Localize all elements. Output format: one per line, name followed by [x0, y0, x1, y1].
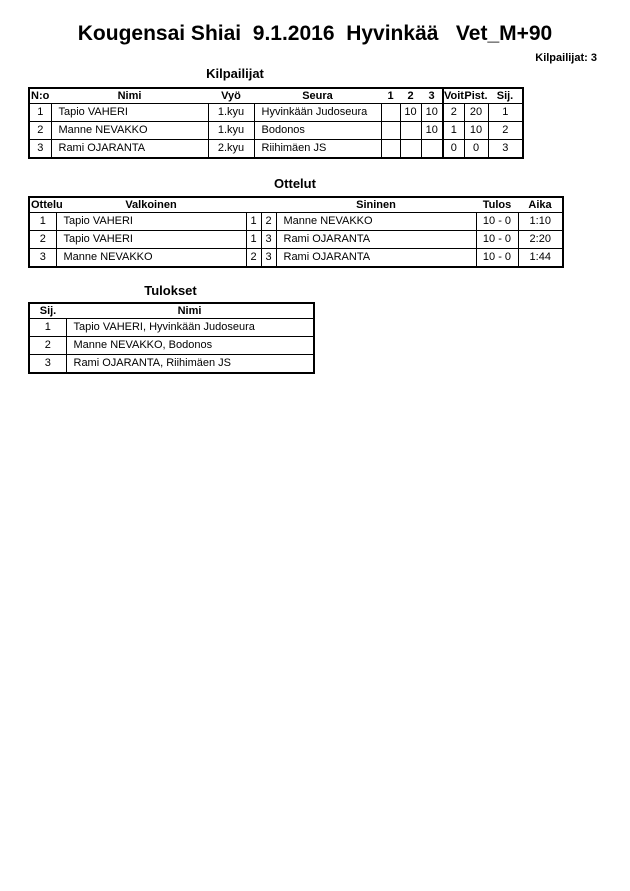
- header-cell-round-2: 2: [400, 88, 421, 104]
- table-row: [29, 213, 563, 231]
- header-cell-voit: Voit.: [444, 90, 468, 102]
- section-heading-tulokset: Tulokset: [144, 283, 197, 298]
- header-cell-sij: Sij.: [29, 303, 66, 319]
- cell-voit: 1: [443, 122, 464, 140]
- cell-voit: 2: [443, 104, 464, 122]
- cell-aika: 1:10: [518, 213, 563, 231]
- header-cell-round-1: 1: [381, 88, 400, 104]
- cell-no: 2: [29, 122, 51, 140]
- header-cell-sininen: Sininen: [276, 197, 476, 213]
- table-row: [29, 231, 563, 249]
- cell-seura: Riihimäen JS: [254, 140, 381, 159]
- cell-pist: 20: [464, 104, 488, 122]
- cell-round-1: [381, 140, 400, 159]
- header-cell-pist: Pist.: [464, 90, 488, 102]
- cell-no: 3: [29, 140, 51, 159]
- cell-nimi: Rami OJARANTA: [51, 140, 208, 159]
- cell-pist: 10: [464, 122, 488, 140]
- cell-sij: 2: [488, 122, 523, 140]
- cell-voit: 0: [443, 140, 464, 159]
- cell-sininen: Rami OJARANTA: [276, 231, 476, 249]
- header-cell-tulos: Tulos: [476, 197, 518, 213]
- cell-vyo: 1.kyu: [208, 104, 254, 122]
- cell-valkoinen: Manne NEVAKKO: [56, 249, 246, 268]
- header-cell-sij: Sij.: [488, 88, 523, 104]
- page-title: Kougensai Shiai 9.1.2016 Hyvinkää Vet_M+90: [77, 22, 553, 45]
- header-cell-round-3: 3: [421, 88, 443, 104]
- cell-sininen: Rami OJARANTA: [276, 249, 476, 268]
- cell-nimi: Tapio VAHERI, Hyvinkään Judoseura: [66, 319, 314, 337]
- section-heading-kilpailijat: Kilpailijat: [206, 66, 264, 81]
- cell-sij: 1: [488, 104, 523, 122]
- cell-white-number: 1: [246, 213, 261, 231]
- cell-nimi: Manne NEVAKKO: [51, 122, 208, 140]
- header-cell-white-number: [246, 197, 261, 213]
- table-header-row: [29, 197, 563, 213]
- cell-round-2: [400, 140, 421, 159]
- competitors-count-label: Kilpailijat: 3: [535, 52, 597, 64]
- header-cell-valkoinen: Valkoinen: [56, 197, 246, 213]
- cell-tulos: 10 - 0: [476, 249, 518, 268]
- table-row: [29, 355, 314, 374]
- cell-ottelu: 2: [29, 231, 56, 249]
- cell-sij: 2: [29, 337, 66, 355]
- cell-round-2: 10: [400, 104, 421, 122]
- header-cell-blue-number: [261, 197, 276, 213]
- cell-no: 1: [29, 104, 51, 122]
- cell-sij: 1: [29, 319, 66, 337]
- cell-valkoinen: Tapio VAHERI: [56, 213, 246, 231]
- tulokset-table: [28, 302, 315, 374]
- cell-round-2: [400, 122, 421, 140]
- cell-aika: 1:44: [518, 249, 563, 268]
- cell-seura: Hyvinkään Judoseura: [254, 104, 381, 122]
- ottelut-table: [28, 196, 564, 268]
- kilpailijat-table: [28, 87, 524, 159]
- cell-nimi: Tapio VAHERI: [51, 104, 208, 122]
- table-row: [29, 319, 314, 337]
- table-row: [29, 122, 523, 140]
- cell-vyo: 2.kyu: [208, 140, 254, 159]
- header-cell-nimi: Nimi: [51, 88, 208, 104]
- table-header-row: [29, 303, 314, 319]
- cell-sij: 3: [29, 355, 66, 374]
- section-heading-ottelut: Ottelut: [274, 176, 316, 191]
- header-cell-aika: Aika: [518, 197, 563, 213]
- cell-white-number: 1: [246, 231, 261, 249]
- cell-blue-number: 2: [261, 213, 276, 231]
- cell-nimi: Rami OJARANTA, Riihimäen JS: [66, 355, 314, 374]
- cell-aika: 2:20: [518, 231, 563, 249]
- cell-vyo: 1.kyu: [208, 122, 254, 140]
- cell-white-number: 2: [246, 249, 261, 268]
- cell-round-1: [381, 122, 400, 140]
- cell-sininen: Manne NEVAKKO: [276, 213, 476, 231]
- cell-blue-number: 3: [261, 231, 276, 249]
- cell-seura: Bodonos: [254, 122, 381, 140]
- cell-valkoinen: Tapio VAHERI: [56, 231, 246, 249]
- cell-ottelu: 1: [29, 213, 56, 231]
- cell-round-3: 10: [421, 104, 443, 122]
- header-cell-ottelu: Ottelu: [31, 199, 63, 211]
- table-header-row: [29, 88, 523, 104]
- header-cell-no: N:o: [31, 90, 50, 102]
- cell-blue-number: 3: [261, 249, 276, 268]
- table-row: [29, 140, 523, 159]
- cell-round-1: [381, 104, 400, 122]
- cell-sij: 3: [488, 140, 523, 159]
- cell-nimi: Manne NEVAKKO, Bodonos: [66, 337, 314, 355]
- header-cell-seura: Seura: [254, 88, 381, 104]
- table-row: [29, 249, 563, 268]
- cell-round-3: [421, 140, 443, 159]
- table-row: [29, 104, 523, 122]
- header-cell-nimi: Nimi: [66, 303, 314, 319]
- cell-pist: 0: [464, 140, 488, 159]
- table-row: [29, 337, 314, 355]
- header-cell-vyo: Vyö: [208, 88, 254, 104]
- cell-tulos: 10 - 0: [476, 213, 518, 231]
- cell-ottelu: 3: [29, 249, 56, 268]
- cell-tulos: 10 - 0: [476, 231, 518, 249]
- cell-round-3: 10: [421, 122, 443, 140]
